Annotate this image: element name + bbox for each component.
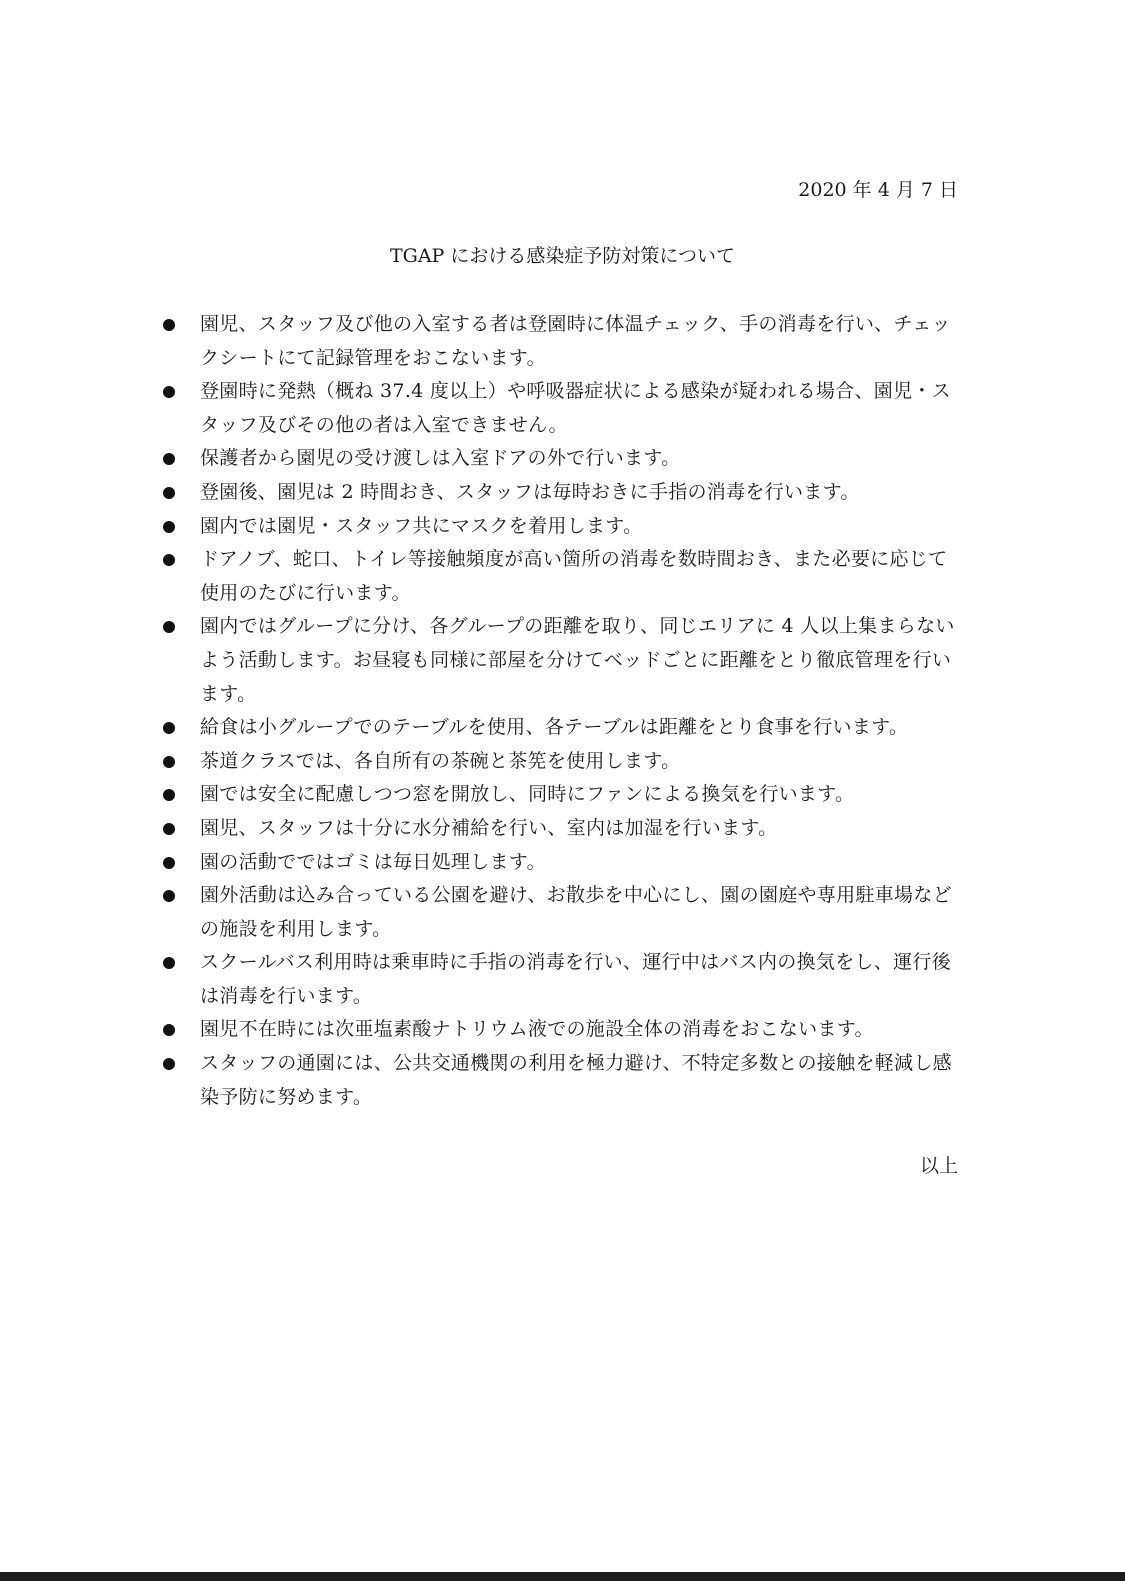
list-item-text: ドアノブ、蛇口、トイレ等接触頻度が高い箇所の消毒を数時間おき、また必要に応じて使用のたびに行います。 <box>200 548 948 604</box>
list-item <box>160 1047 965 1114</box>
list-item <box>160 812 965 846</box>
list-item <box>160 946 965 1013</box>
bullet-icon <box>163 957 175 969</box>
measures-list <box>160 308 965 1114</box>
bullet-icon <box>163 1024 175 1036</box>
list-item-text: 登園時に発熱（概ね 37.4 度以上）や呼吸器症状による感染が疑われる場合、園児・スタッフ及びその他の者は入室できません。 <box>200 380 951 436</box>
list-item-text: 園児、スタッフは十分に水分補給を行い、室内は加湿を行います。 <box>200 816 778 839</box>
list-item <box>160 846 965 880</box>
bullet-icon <box>163 621 175 633</box>
list-item-text: 園児不在時には次亜塩素酸ナトリウム液での施設全体の消毒をおこないます。 <box>200 1018 874 1041</box>
bullet-icon <box>163 554 175 566</box>
closing-remark: 以上 <box>919 1155 958 1177</box>
list-item <box>160 476 965 510</box>
bullet-icon <box>163 453 175 465</box>
bullet-icon <box>163 319 175 331</box>
list-item <box>160 442 965 476</box>
bullet-icon <box>163 823 175 835</box>
list-item <box>160 308 965 375</box>
bullet-icon <box>163 890 175 902</box>
list-item-text: 園内では園児・スタッフ共にマスクを着用します。 <box>200 514 643 537</box>
list-item-text: 園内ではグループに分け、各グループの距離を取り、同じエリアに 4 人以上集まらないよう活動します。お昼寝も同様に部屋を分けてベッドごとに距離をとり徹底管理を行います。 <box>200 615 955 705</box>
list-item-text: 園外活動は込み合っている公園を避け、お散歩を中心にし、園の園庭や専用駐車場などの施設を利用します。 <box>200 884 952 940</box>
list-item-text: 茶道クラスでは、各自所有の茶碗と茶筅を使用します。 <box>200 749 681 772</box>
list-item <box>160 879 965 946</box>
bottom-edge-bar <box>0 1572 1125 1581</box>
list-item-text: スタッフの通園には、公共交通機関の利用を極力避け、不特定多数との接触を軽減し感染予防に努めます。 <box>200 1052 952 1108</box>
list-item-text: 保護者から園児の受け渡しは入室ドアの外で行います。 <box>200 447 681 470</box>
bullet-icon <box>163 487 175 499</box>
list-item <box>160 711 965 745</box>
list-item-text: スクールバス利用時は乗車時に手指の消毒を行い、運行中はバス内の換気をし、運行後は消毒を行います。 <box>200 951 951 1007</box>
bullet-icon <box>163 386 175 398</box>
bullet-icon <box>163 756 175 768</box>
list-item-text: 園の活動でではゴミは毎日処理します。 <box>200 850 546 873</box>
list-item <box>160 778 965 812</box>
bullet-icon <box>163 857 175 869</box>
list-item <box>160 543 965 610</box>
document-date: 2020 年 4 月 7 日 <box>798 179 958 201</box>
bullet-icon <box>163 521 175 533</box>
list-item-text: 給食は小グループでのテーブルを使用、各テーブルは距離をとり食事を行います。 <box>200 716 909 739</box>
list-item <box>160 1013 965 1047</box>
document-title: TGAP における感染症予防対策について <box>389 245 736 267</box>
list-item <box>160 745 965 779</box>
list-item <box>160 610 965 711</box>
list-item-text: 登園後、園児は 2 時間おき、スタッフは毎時おきに手指の消毒を行います。 <box>200 480 860 503</box>
list-item <box>160 375 965 442</box>
list-item-text: 園では安全に配慮しつつ窓を開放し、同時にファンによる換気を行います。 <box>200 783 855 806</box>
list-item <box>160 510 965 544</box>
bullet-icon <box>163 789 175 801</box>
bullet-icon <box>163 1058 175 1070</box>
bullet-icon <box>163 722 175 734</box>
list-item-text: 園児、スタッフ及び他の入室する者は登園時に体温チェック、手の消毒を行い、チェックシートにて記録管理をおこないます。 <box>200 313 951 369</box>
